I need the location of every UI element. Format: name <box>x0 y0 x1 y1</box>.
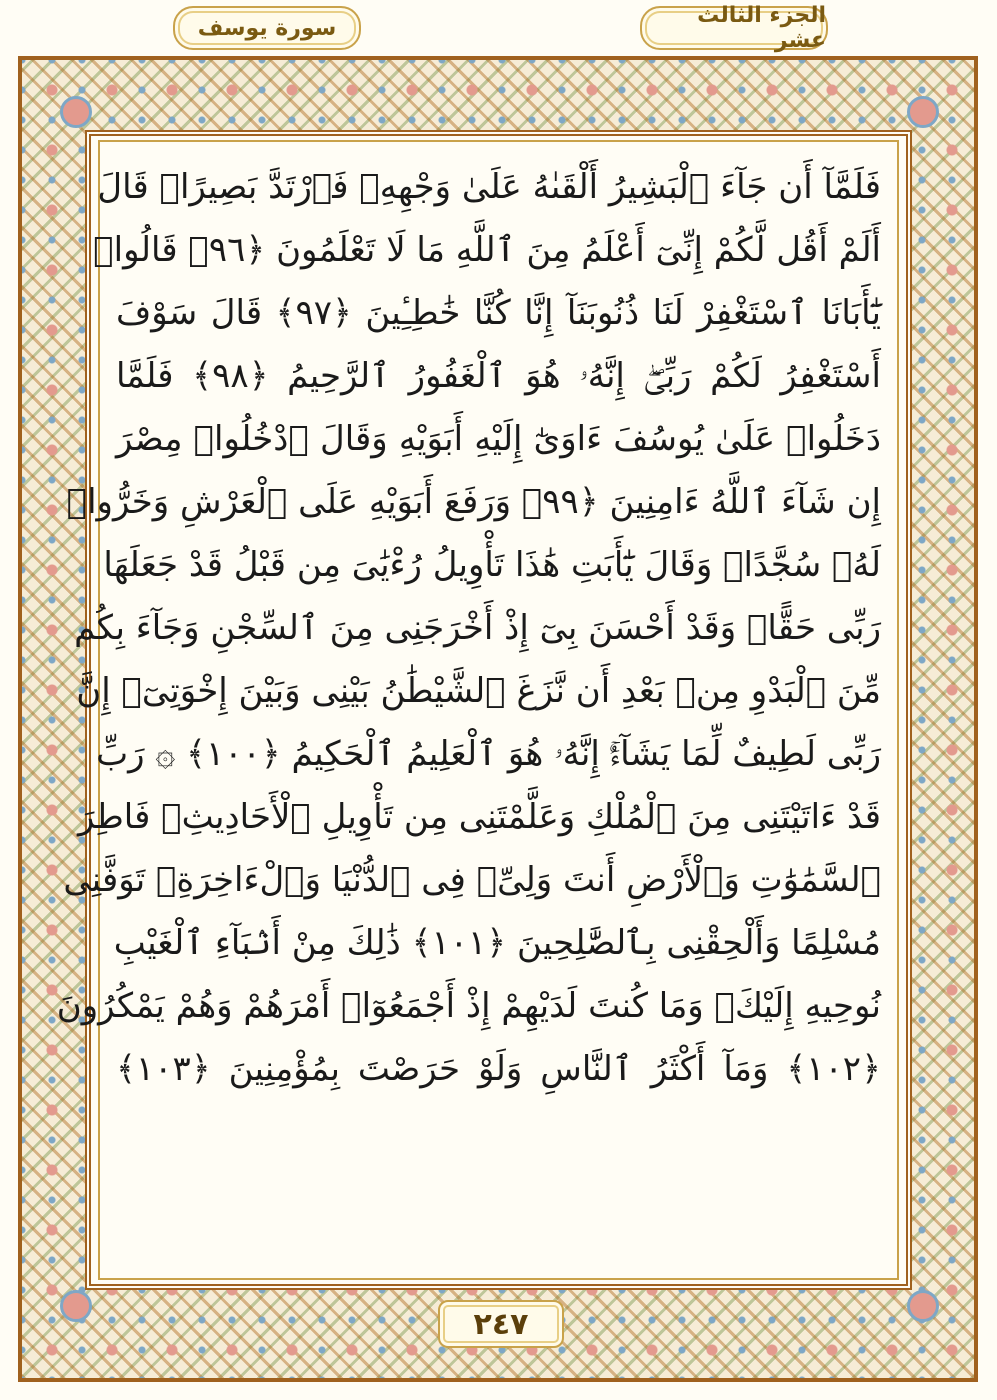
quran-line: مُسْلِمًا وَأَلْحِقْنِى بِٱلصَّٰلِحِينَ ﴿١٠١﴾ ذَٰلِكَ مِنْ أَنۢبَآءِ ٱلْغَيْبِ <box>113 923 881 963</box>
quran-line: دَخَلُوا۟ عَلَىٰ يُوسُفَ ءَاوَىٰٓ إِلَيْهِ أَبَوَيْهِ وَقَالَ ٱدْخُلُوا۟ مِصْرَ <box>116 419 881 459</box>
page-number: ٢٤٧ <box>438 1300 564 1348</box>
quran-line: ٱلسَّمَٰوَٰتِ وَٱلْأَرْضِ أَنتَ وَلِىِّۦ فِى ٱلدُّنْيَا وَٱلْءَاخِرَةِۖ تَوَفَّنِى <box>63 860 881 900</box>
quran-line: لَهُۥ سُجَّدًاۖ وَقَالَ يَٰٓأَبَتِ هَٰذَا تَأْوِيلُ رُءْيَٰىَ مِن قَبْلُ قَدْ جَعَلَهَا <box>103 545 881 585</box>
corner-ornament-icon <box>907 96 939 128</box>
juz-label: الجزء الثالث عشر <box>640 6 828 50</box>
quran-line: فَلَمَّآ أَن جَآءَ ٱلْبَشِيرُ أَلْقَىٰهُ عَلَىٰ وَجْهِهِۦ فَٱرْتَدَّ بَصِيرًاۖ قَالَ <box>97 167 881 207</box>
quran-line: رَبِّى حَقًّاۖ وَقَدْ أَحْسَنَ بِىٓ إِذْ أَخْرَجَنِى مِنَ ٱلسِّجْنِ وَجَآءَ بِكُم <box>74 608 881 648</box>
quran-line: أَسْتَغْفِرُ لَكُمْ رَبِّىٓۖ إِنَّهُۥ هُوَ ٱلْغَفُورُ ٱلرَّحِيمُ ﴿٩٨﴾ فَلَمَّا <box>116 356 881 396</box>
quran-line: أَلَمْ أَقُل لَّكُمْ إِنِّىٓ أَعْلَمُ مِنَ ٱللَّهِ مَا لَا تَعْلَمُونَ ﴿٩٦﴾ قَالُوا۟ <box>93 230 881 270</box>
corner-ornament-icon <box>60 96 92 128</box>
quran-text-panel <box>56 140 899 1280</box>
quran-line: إِن شَآءَ ٱللَّهُ ءَامِنِينَ ﴿٩٩﴾ وَرَفَعَ أَبَوَيْهِ عَلَى ٱلْعَرْشِ وَخَرُّوا۟ <box>66 482 881 522</box>
surah-label: سورة يوسف <box>173 6 361 50</box>
quran-line: قَدْ ءَاتَيْتَنِى مِنَ ٱلْمُلْكِ وَعَلَّمْتَنِى مِن تَأْوِيلِ ٱلْأَحَادِيثِۚ فَاطِرَ <box>77 797 881 837</box>
quran-line: مِّنَ ٱلْبَدْوِ مِنۢ بَعْدِ أَن نَّزَغَ ٱلشَّيْطَٰنُ بَيْنِى وَبَيْنَ إِخْوَتِىٓۚ إِنَّ <box>76 671 881 711</box>
corner-ornament-icon <box>907 1290 939 1322</box>
quran-line: رَبِّى لَطِيفٌ لِّمَا يَشَآءُۚ إِنَّهُۥ هُوَ ٱلْعَلِيمُ ٱلْحَكِيمُ ﴿١٠٠﴾ ۞ رَبِّ <box>96 734 881 774</box>
quran-line: ﴿١٠٢﴾ وَمَآ أَكْثَرُ ٱلنَّاسِ وَلَوْ حَرَصْتَ بِمُؤْمِنِينَ ﴿١٠٣﴾ <box>116 1049 881 1089</box>
quran-line: نُوحِيهِ إِلَيْكَۖ وَمَا كُنتَ لَدَيْهِمْ إِذْ أَجْمَعُوٓا۟ أَمْرَهُمْ وَهُمْ يَمْكُرُونَ <box>56 986 881 1026</box>
quran-line: يَٰٓأَبَانَا ٱسْتَغْفِرْ لَنَا ذُنُوبَنَآ إِنَّا كُنَّا خَٰطِـِٔينَ ﴿٩٧﴾ قَالَ سَوْفَ <box>116 293 881 333</box>
corner-ornament-icon <box>60 1290 92 1322</box>
